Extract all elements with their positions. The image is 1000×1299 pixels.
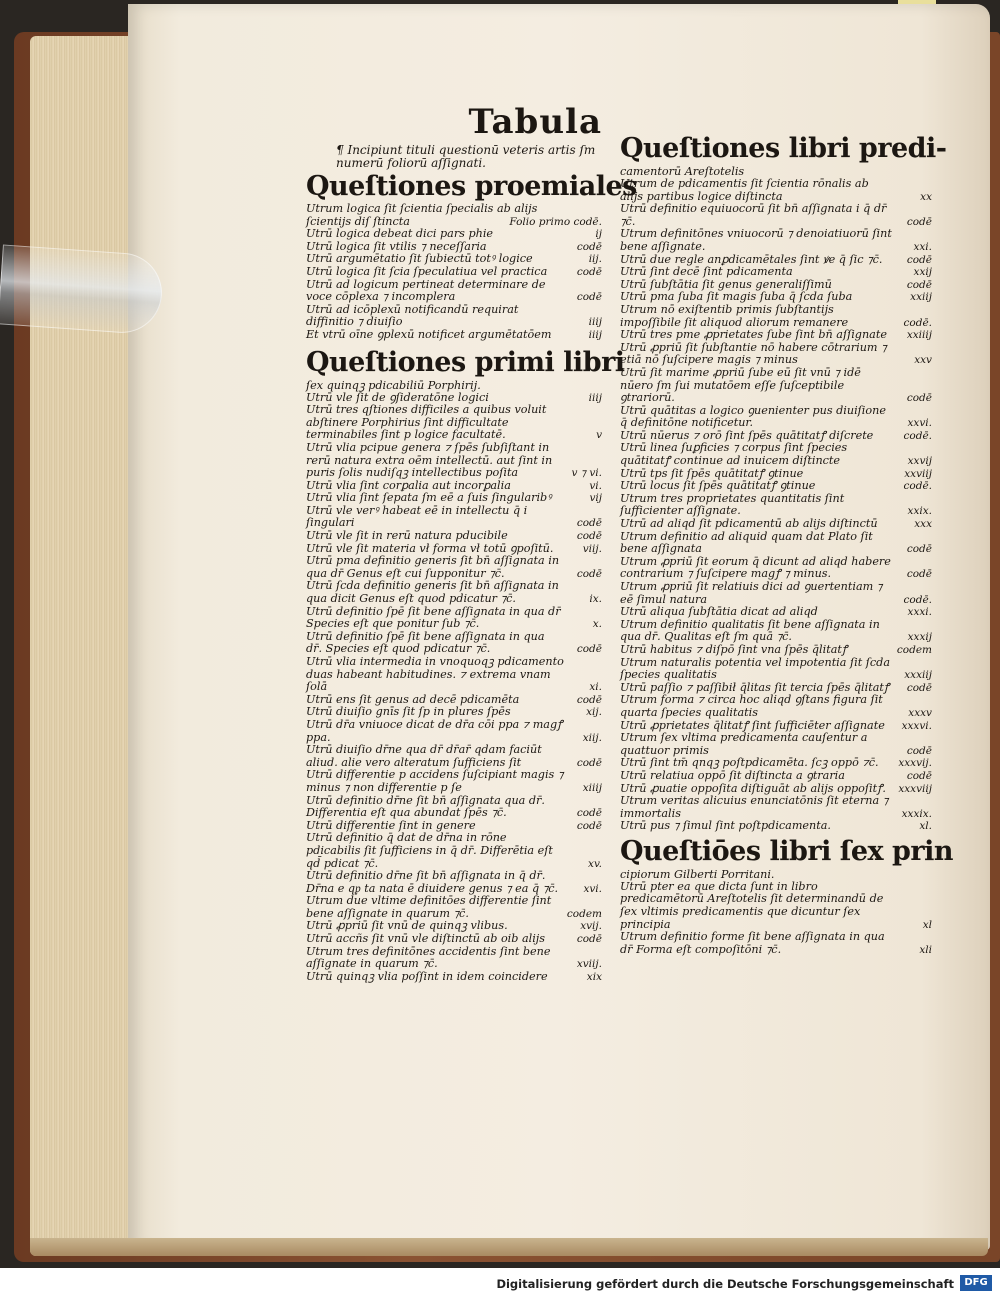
- question-title: Utrū linea ſuꝑficies ⁊ corpus ſint ſpecies quātitatꝭ continue ad inuicem diſtincte: [620, 441, 848, 468]
- table-row: [306, 555, 602, 580]
- folio-reference: codē: [576, 643, 602, 656]
- question-title: Utrū ꝓpriū ſit vnū de quinqꝫ vlibus.: [306, 919, 508, 933]
- folio-reference: codē.: [903, 480, 932, 493]
- question-title: Utrū tres pme ꝓprietates ſube ſint bn̄ aſſignate: [620, 328, 887, 342]
- folio-reference: xxxi.: [907, 606, 932, 619]
- folio-reference: xx: [920, 190, 932, 203]
- question-title: Utrū ad logicum pertineat determinare de voce cōplexa ⁊ incomplera: [306, 277, 546, 304]
- table-row: [306, 971, 602, 984]
- folio-reference: xxvi.: [907, 417, 932, 430]
- table-row: [306, 442, 602, 480]
- question-title: Utrū vlia ſint corꝑalia aut incorꝑalia: [306, 478, 511, 492]
- folio-reference: xiij.: [582, 731, 602, 744]
- question-title: Utrū relatiua oppō ſit diſtincta a ꝯtraria: [620, 768, 845, 782]
- question-title: Utrum ſex vltima predicamenta cauſentur a quattuor primis: [620, 731, 868, 757]
- question-title: Utrū definitio ſpē ſit bene aſſignata in qua dr̄ Species eſt que ponitur ſub ⁊c̄.: [306, 604, 561, 631]
- folio-reference: ix.: [589, 593, 602, 606]
- question-title: Utrū vle ſit materia vł forma vł totū ꝯpoſitū.: [306, 541, 554, 555]
- folio-reference: codē: [906, 278, 932, 291]
- question-title: Utrū vle verꝰ habeat eē in intellectu q̄ i ſingulari: [306, 503, 528, 530]
- question-title: Utrum definitio ad aliquid quam dat Plato ſit bene aſſignata: [620, 529, 873, 556]
- folio-reference: xl.: [919, 820, 932, 833]
- table-row: [306, 404, 602, 442]
- dfg-logo: DFG: [960, 1275, 992, 1291]
- page-bottom-edge: [30, 1238, 988, 1256]
- question-title: Utrū ſint decē ſint pdicamenta: [620, 265, 793, 279]
- table-row: [306, 203, 602, 228]
- question-title: Utrū accñs ſit vnū vle diſtinctū ab oib alijs: [306, 932, 546, 946]
- question-title: Utrū ens ſit genus ad decē pdicamēta: [306, 692, 520, 706]
- folio-reference: codē: [576, 756, 602, 769]
- question-title: Utrum de pdicamentis ſit ſcientia rōnalis ab alijs partibus logice diſtincta: [620, 177, 869, 203]
- table-row: [306, 719, 602, 744]
- folio-reference: codē: [906, 769, 932, 782]
- folio-reference: xi.: [589, 681, 602, 694]
- question-title: Utrū habitus ⁊ diſpō ſint vna ſpēs q̄litatꝭ: [620, 642, 848, 656]
- folio-reference: xli: [919, 943, 932, 956]
- folio-reference: v ⁊ vi.: [571, 467, 602, 480]
- table-row: [620, 694, 932, 719]
- question-title: Utrū differentie ſint in genere: [306, 818, 476, 832]
- question-title: Utrū pma ſuba ſit magis ſuba q̄ ſcda ſuba: [620, 290, 853, 304]
- table-row: [620, 556, 932, 581]
- question-title: Utrum ꝓpriū ſit relatiuis dici ad ꝯuertentiam ⁊ eē ſimul natura: [620, 580, 883, 606]
- question-title: Utrū aliqua ſubſtātia dicat ad aliqd: [620, 605, 818, 619]
- footer-bar: [0, 1268, 1000, 1299]
- question-title: Utrū locus ſit ſpēs quātitatꝭ ꝯtinue: [620, 479, 816, 493]
- table-row: [620, 795, 932, 820]
- folio-reference: xxiij: [910, 291, 932, 304]
- folio-reference: iij.: [588, 253, 602, 266]
- folio-reference: xxij: [913, 266, 932, 279]
- folio-reference: xxxviij: [898, 782, 932, 795]
- folio-reference: xxxvij.: [898, 757, 932, 770]
- folio-reference: iiij: [588, 316, 602, 329]
- question-title: Utrū definitio ſpē ſit bene aſſignata in qua dr̄. Species eſt quod pdicatur ⁊c̄.: [306, 629, 545, 656]
- table-row: [620, 881, 932, 931]
- folio-reference: codē: [576, 567, 602, 580]
- folio-reference: xl: [922, 918, 932, 931]
- folio-reference: xxiiij: [906, 329, 932, 342]
- folio-reference: vi.: [589, 479, 602, 492]
- question-title: Utrū vlia ſint ſepata ſm eē a ſuis ſingularibꝰ: [306, 491, 552, 505]
- folio-reference: xxxij: [907, 631, 932, 644]
- folio-reference: xxvij: [907, 455, 932, 468]
- question-title: Utrū ad aliqd ſit pdicamentū ab alijs diſtinctū: [620, 517, 878, 531]
- entry-list: [306, 203, 602, 342]
- right-column: [620, 132, 954, 956]
- question-title: Utrū nūerus ⁊ orō ſint ſpēs quātitatꝭ diſcrete: [620, 428, 874, 442]
- table-row: [306, 870, 602, 895]
- section-heading-continued: camentorū Areſtotelis: [620, 165, 745, 178]
- folio-reference: codē: [906, 543, 932, 556]
- question-title: Utrum tres definitōnes accidentis ſint bene aſſignate in quarum ⁊c̄.: [306, 944, 551, 971]
- section-heading-continued: ſex quinqꝫ pdicabiliū Porphirij.: [306, 378, 481, 392]
- question-title: Utrū vlia intermedia in vnoquoqꝫ pdicamento duas habeant habitudines. ⁊ extrema vnam ſolā: [306, 655, 564, 694]
- question-title: Utrum naturalis potentia vel impotentia ſit ſcda ſpecies qualitatis: [620, 655, 890, 682]
- table-row: [620, 820, 932, 833]
- table-row: [620, 657, 932, 682]
- question-title: Utrum definitio qualitatis ſit bene aſſignata in qua dr̄. Qualitas eſt ſm quā ⁊c̄.: [620, 617, 880, 644]
- folio-reference: x.: [592, 618, 602, 631]
- table-row: [306, 795, 602, 820]
- question-title: Utrū definitio q̄ dat de dr̄na in rōne pdicabilis ſit ſufficiens in q̄ dr̄. Differētia eſt qd̄ pdicat ⁊c̄.: [306, 831, 553, 870]
- folio-reference: ij: [595, 228, 602, 241]
- table-row: [306, 656, 602, 694]
- question-title: Utrū logica ſit vtilis ⁊ neceſſaria: [306, 239, 487, 253]
- folio-reference: codē: [576, 530, 602, 543]
- table-row: [620, 581, 932, 606]
- question-title: Utrū ꝓpriū ſit ſubſtantie nō habere cōtrarium ⁊ etiā nō ſuſcipere magis ⁊ minus: [620, 340, 887, 367]
- question-title: Utrum veritas alicuius enunciatōnis ſit eterna ⁊ immortalis: [620, 794, 889, 820]
- folio-reference: v: [596, 429, 602, 442]
- left-column: [306, 102, 637, 983]
- entry-list: [620, 881, 932, 957]
- question-title: Utrū logica ſit ſcia ſpeculatiua vel practica: [306, 264, 548, 278]
- question-title: Utrū tres qſtiones difficiles a quibus voluit abſtinere Porphirius ſint difficultate terminabiles ſint p logice facultatē.: [306, 403, 547, 442]
- question-title: Utrū ꝓuatie oppoſita diſtiguāt ab alijs oppoſitꝭ.: [620, 781, 886, 795]
- table-row: [620, 367, 932, 405]
- folio-reference: codem: [566, 907, 602, 920]
- table-row: [306, 329, 602, 342]
- folio-reference: codē: [906, 253, 932, 266]
- table-row: [306, 606, 602, 631]
- section-heading: Queſtiones primi libri: [306, 346, 625, 378]
- folio-reference: vij: [589, 492, 602, 505]
- folio-reference: xvij.: [580, 920, 602, 933]
- question-title: Utrū diuiſio gnīs ſit ſp in plures ſpēs: [306, 705, 511, 719]
- question-title: Utrū ſcda definitio generis ſit bn̄ aſſignata in qua dicit Genus eſt quod pdicatur ⁊c̄.: [306, 579, 559, 606]
- folio-reference: codem: [896, 643, 932, 656]
- table-row: [620, 531, 932, 556]
- table-row: [306, 946, 602, 971]
- table-row: [306, 304, 602, 329]
- table-row: [306, 631, 602, 656]
- folio-reference: codē: [906, 392, 932, 405]
- question-title: Utrū ſint tm̄ qnqꝫ poſtpdicamēta. ſcꝫ oppō ⁊c̄.: [620, 756, 879, 770]
- folio-reference: xxxv: [908, 706, 932, 719]
- table-row: [306, 279, 602, 304]
- folio-reference: Folio primo codē.: [509, 215, 602, 228]
- folio-reference: xxxiij: [904, 669, 932, 682]
- folio-reference: iiij: [588, 391, 602, 404]
- question-title: Utrum definitōnes vniuocorū ⁊ denoiatiuorū ſint bene aſſignate.: [620, 227, 892, 253]
- table-row: [620, 732, 932, 757]
- question-title: Utrū vle ſit in rerū natura pducibile: [306, 529, 508, 543]
- question-title: Utrū pma definitio generis ſit bn̄ aſſignata in qua dr̄ Genus eſt cui ſupponitur ⁊c̄.: [306, 554, 560, 580]
- table-row: [620, 228, 932, 253]
- table-row: [620, 178, 932, 203]
- question-title: Utrū argumētatio ſit ſubiectū totꝰ logice: [306, 252, 533, 266]
- folio-reference: codē: [576, 517, 602, 530]
- question-title: Utrū ꝓprietates q̄litatꝭ ſint ſufficiēter aſſignate: [620, 718, 885, 732]
- question-title: Utrum due vltime definitōes differentie ſint bene aſſignate in quarum ⁊c̄.: [306, 894, 552, 920]
- folio-reference: codē: [576, 240, 602, 253]
- table-row: [620, 304, 932, 329]
- question-title: Utrū vle ſit de ꝯſideratōne logici: [306, 390, 489, 404]
- question-title: Utrū vlia pcipue genera ⁊ ſpēs ſubſiſtant in rerū natura extra oēm intellectū. aut ſint in puris ſolis nudiſqꝫ intellectibus poſita: [306, 440, 553, 480]
- folio-reference: xxviij: [904, 467, 932, 480]
- question-title: Utrū definitio equiuocorū ſit bn̄ aſſignata i q̄ dr̄ ⁊c̄.: [620, 202, 887, 228]
- question-title: Utrū quinqꝫ vlia poſſint in idem coincidere: [306, 969, 548, 983]
- question-title: Utrū pter ea que dicta ſunt in libro predicamētorū Areſtotelis ſit determinandū de ſex vltimis predicamentis que dicuntur ſex principia: [620, 879, 884, 931]
- folio-reference: codē: [576, 807, 602, 820]
- folio-reference: codē: [576, 933, 602, 946]
- question-title: Utrū dr̄a vniuoce dicat de dr̄a cōi ppa ⁊ magꝭ ppa.: [306, 717, 563, 744]
- question-title: Utrū tps ſit ſpēs quātitatꝭ ꝯtinue: [620, 466, 804, 480]
- question-title: Utrū paſſio ⁊ paſſibił q̄litas ſit tercia ſpēs q̄litatꝭ: [620, 680, 890, 694]
- table-row: [306, 895, 602, 920]
- folio-reference: iiij: [588, 328, 602, 341]
- section-heading: Queſtiones libri predi-: [620, 133, 947, 164]
- question-title: Utrum forma ⁊ circa hoc aliqd ꝯſtans figura ſit quarta ſpecies qualitatis: [620, 693, 883, 719]
- question-title: Utrum definitio forme ſit bene aſſignata in qua dr̄ Forma eſt compoſitōni ⁊c̄.: [620, 930, 885, 956]
- folio-reference: xviij.: [576, 958, 602, 971]
- table-row: [620, 931, 932, 956]
- folio-reference: xxxix.: [901, 807, 932, 820]
- question-title: Utrū due regle anꝑdicamētales ſint ꝟe q̄ ſic ⁊c̄.: [620, 252, 883, 266]
- folio-reference: xxx: [914, 518, 932, 531]
- question-title: Utrū definitio dr̄ne ſit bn̄ aſſignata qua dr̄. Differentia eſt qua abundat ſpēs ⁊c̄.: [306, 793, 545, 820]
- folio-reference: codē.: [903, 316, 932, 329]
- question-title: Utrū ad icōplexū notificandū requirat diffinitio ⁊ diuiſio: [306, 302, 519, 329]
- table-row: [620, 442, 932, 467]
- table-row: [620, 342, 932, 367]
- question-title: Utrum nō exiſtentib primis ſubſtantijs impoſſibile ſit aliquod aliorum remanere: [620, 302, 849, 329]
- table-row: [620, 203, 932, 228]
- section-heading: Queſtiones proemiales: [306, 171, 637, 202]
- intro-text: ¶ Incipiunt tituli questionū veteris artis ſm numerū foliorū aſſignati.: [336, 143, 596, 170]
- folio-reference: xv.: [588, 857, 602, 870]
- table-row: [620, 405, 932, 430]
- question-title: Utrū pus ⁊ ſimul ſint poſtpdicamenta.: [620, 819, 831, 833]
- folio-reference: codē.: [903, 593, 932, 606]
- glass-weight: [0, 244, 165, 335]
- question-title: Utrū logica debeat dici pars phie: [306, 227, 494, 241]
- section-heading-continued: cipiorum Gilberti Porritani.: [620, 867, 775, 881]
- folio-reference: codē: [576, 693, 602, 706]
- entry-list: [306, 392, 602, 984]
- question-title: Utrum logica ſit ſcientia ſpecialis ab alijs ſcientijs diſ ſtincta: [306, 202, 538, 228]
- page-edges: [30, 36, 140, 1256]
- table-row: [306, 832, 602, 870]
- table-row: [306, 769, 602, 794]
- question-title: Utrū diuiſio dr̄ne qua dr̄ dr̄ar̄ qdam faciūt aliud. alie vero alteratum ſufficiens ſit: [306, 743, 542, 769]
- folio-reference: codē.: [903, 429, 932, 442]
- question-title: Utrū ſubſtātia ſit genus generaliſſimū: [620, 277, 832, 291]
- folio-reference: codē: [576, 819, 602, 832]
- table-row: [306, 744, 602, 769]
- question-title: Utrum tres proprietates quantitatis ſint ſufficienter aſſignate.: [620, 491, 845, 518]
- question-title: Et vtrū oīne ꝯplexū notificet argumētatōem: [306, 327, 552, 341]
- folio-reference: xxi.: [913, 240, 932, 253]
- question-title: Utrū quātitas a logico ꝯuenienter pus diuiſione q̄ definitōne notificetur.: [620, 403, 886, 430]
- table-row: [620, 493, 932, 518]
- folio-reference: xvi.: [583, 882, 602, 895]
- section-heading: Queſtiōes libri ſex prin: [620, 835, 954, 867]
- folio-reference: xix: [586, 970, 602, 983]
- folio-reference: xxix.: [907, 505, 932, 518]
- entry-list: [620, 178, 932, 833]
- table-row: [306, 580, 602, 605]
- question-title: Utrum ꝓpriū ſit eorum q̄ dicunt ad aliqd habere contrarium ⁊ ſuſcipere magꝭ ⁊ minus.: [620, 554, 891, 581]
- table-row: [620, 619, 932, 644]
- folio-reference: codē: [906, 744, 932, 757]
- folio-reference: codē: [576, 291, 602, 304]
- folio-reference: codē: [576, 265, 602, 278]
- question-title: Utrū ſit marime ꝓpriū ſube eū ſit vnū ⁊ idē nūero ſm ſui mutatōem eſſe ſuſceptibile ꝯtrariorū.: [620, 365, 861, 405]
- folio-reference: viij.: [582, 542, 602, 555]
- folio-reference: codē: [906, 681, 932, 694]
- page-title: Tabula: [468, 102, 602, 142]
- question-title: Utrū differentie p accidens ſuſcipiant magis ⁊ minus ⁊ non differentie p ſe: [306, 768, 564, 794]
- table-row: [306, 505, 602, 530]
- question-title: Utrū definitio dr̄ne ſit bn̄ aſſignata in q̄ dr̄. Dr̄na e qᵱ ta nata ē diuidere genus ⁊ ea q̄ ⁊c̄.: [306, 869, 559, 895]
- folio-reference: xxv: [914, 354, 932, 367]
- folio-reference: xij.: [586, 706, 602, 719]
- folio-reference: xxxvi.: [901, 719, 932, 732]
- folio-reference: codē: [906, 568, 932, 581]
- funding-credit: Digitalisierung gefördert durch die Deutsche Forschungsgemeinschaft: [496, 1277, 954, 1291]
- folio-reference: xiiij: [582, 781, 602, 794]
- folio-reference: codē: [906, 215, 932, 228]
